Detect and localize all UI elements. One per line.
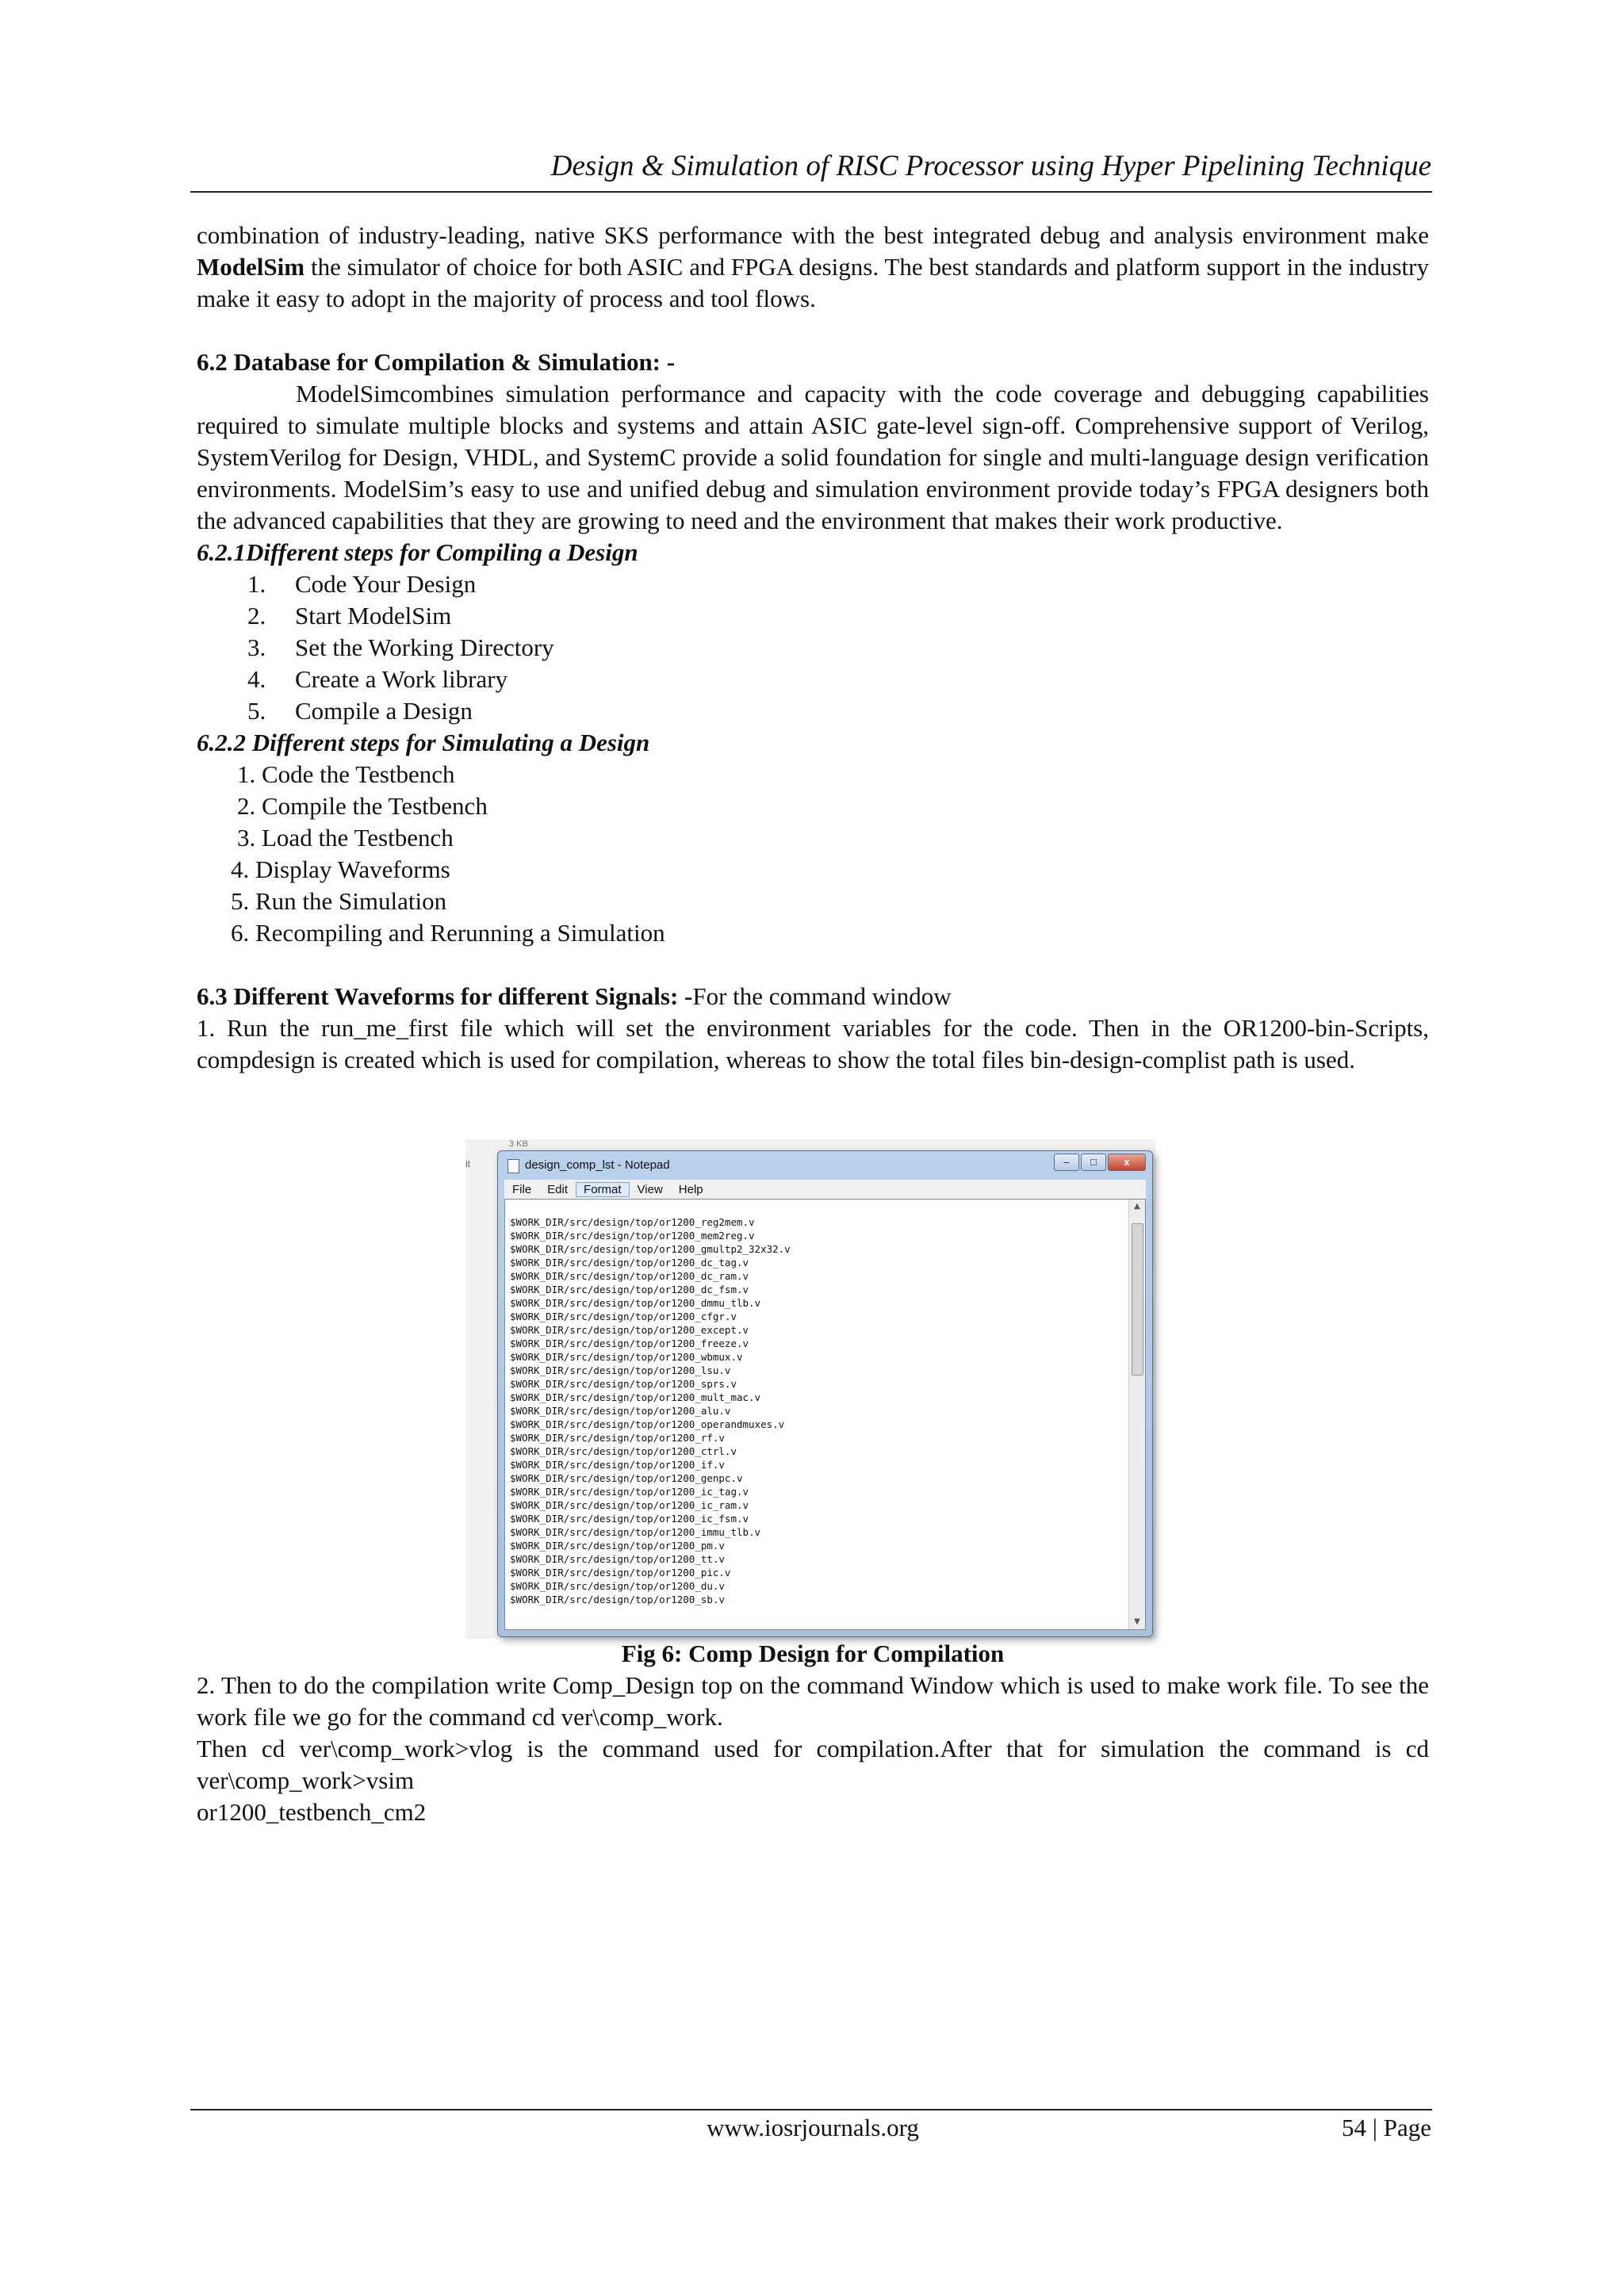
section-6-3-heading-line	[197, 981, 1429, 1012]
intro-bold-modelsim: ModelSim	[197, 253, 305, 281]
section-6-3-heading: 6.3 Different Waveforms for different Signals: -	[197, 982, 693, 1010]
figure-caption: Fig 6: Comp Design for Compilation	[621, 1640, 1005, 1667]
compile-step: 4. Create a Work library	[247, 665, 508, 693]
compile-step: 5. Compile a Design	[247, 697, 473, 725]
file-list-line: $WORK_DIR/src/design/top/or1200_pic.v	[510, 1567, 731, 1578]
intro-paragraph	[197, 220, 1429, 315]
file-list-line: $WORK_DIR/src/design/top/or1200_sprs.v	[510, 1378, 737, 1390]
file-list-line: $WORK_DIR/src/design/top/or1200_sb.v	[510, 1594, 725, 1605]
file-list-line: $WORK_DIR/src/design/top/or1200_dmmu_tlb.v	[510, 1297, 761, 1309]
file-list-line: $WORK_DIR/src/design/top/or1200_ctrl.v	[510, 1445, 737, 1457]
menu-file[interactable]: File	[512, 1182, 532, 1196]
compile-step: 2. Start ModelSim	[247, 602, 452, 629]
page-number: 54 | Page	[1342, 2114, 1431, 2141]
window-title: design_comp_lst - Notepad	[525, 1158, 670, 1172]
file-list-line: $WORK_DIR/src/design/top/or1200_tt.v	[510, 1553, 725, 1565]
file-list-line: $WORK_DIR/src/design/top/or1200_ic_ram.v	[510, 1499, 749, 1511]
notepad-icon	[508, 1159, 519, 1173]
main-text	[197, 220, 1429, 1076]
simulate-step: 5. Run the Simulation	[231, 887, 447, 915]
scroll-thumb[interactable]	[1132, 1223, 1143, 1376]
file-list-line: $WORK_DIR/src/design/top/or1200_ic_fsm.v	[510, 1513, 749, 1525]
intro-text-2: the simulator of choice for both ASIC and FPGA designs. The best standards and platform support in the industry make it easy to adopt in the majority of process and tool flows.	[197, 253, 1429, 312]
file-list-line: $WORK_DIR/src/design/top/or1200_immu_tlb.v	[510, 1526, 761, 1538]
file-list-line: $WORK_DIR/src/design/top/or1200_wbmux.v	[510, 1351, 743, 1363]
vertical-scrollbar[interactable]	[1128, 1200, 1145, 1629]
file-list-line: $WORK_DIR/src/design/top/or1200_if.v	[510, 1459, 725, 1471]
menu-edit[interactable]: Edit	[547, 1182, 569, 1196]
file-list-line: $WORK_DIR/src/design/top/or1200_mem2reg.v	[510, 1230, 755, 1242]
section-6-3-heading-tail: For the command window	[692, 982, 952, 1010]
file-list-line: $WORK_DIR/src/design/top/or1200_operandmuxes.v	[510, 1418, 785, 1430]
file-list-line: $WORK_DIR/src/design/top/or1200_du.v	[510, 1580, 725, 1592]
section-6-2-heading: 6.2 Database for Compilation & Simulation: -	[197, 348, 676, 376]
file-list-line: $WORK_DIR/src/design/top/or1200_rf.v	[510, 1432, 725, 1444]
file-list-line: $WORK_DIR/src/design/top/or1200_dc_fsm.v	[510, 1284, 749, 1295]
compile-step: 1. Code Your Design	[247, 570, 477, 598]
file-list-line: $WORK_DIR/src/design/top/or1200_alu.v	[510, 1405, 731, 1417]
menu-view[interactable]: View	[637, 1182, 663, 1196]
running-title: Design & Simulation of RISC Processor using Hyper Pipelining Technique	[550, 150, 1431, 182]
section-6-3-paragraph: 1. Run the run_me_first file which will set the environment variables for the code. Then in the OR1200-bin-Scripts, compdesign is created which is used for compilation, whereas to show the total files bin-design-complist path is used.	[197, 1014, 1429, 1073]
scroll-up-icon[interactable]: ▲	[1134, 1202, 1140, 1211]
simulate-step: 3. Load the Testbench	[237, 824, 454, 851]
menu-format[interactable]: Format	[576, 1182, 630, 1197]
side-label: it	[465, 1158, 470, 1169]
maximize-button[interactable]: □	[1081, 1154, 1106, 1171]
section-6-2-2-heading: 6.2.2 Different steps for Simulating a Design	[197, 729, 650, 756]
post-figure-paragraph-1: 2. Then to do the compilation write Comp_Design top on the command Window which is used to make work file. To see the work file we go for the command cd ver\comp_work.	[197, 1671, 1429, 1731]
menu-bar	[504, 1180, 1146, 1199]
journal-website: www.iosrjournals.org	[707, 2114, 919, 2141]
file-list-line: $WORK_DIR/src/design/top/or1200_reg2mem.v	[510, 1216, 755, 1228]
notepad-window	[497, 1150, 1153, 1637]
minimize-button[interactable]: –	[1054, 1154, 1079, 1171]
file-list-line: $WORK_DIR/src/design/top/or1200_dc_tag.v	[510, 1257, 749, 1269]
menu-help[interactable]: Help	[678, 1182, 703, 1196]
simulate-step: 4. Display Waveforms	[231, 855, 450, 883]
file-list-line: $WORK_DIR/src/design/top/or1200_except.v	[510, 1324, 749, 1336]
simulate-step: 2. Compile the Testbench	[237, 792, 488, 820]
simulate-step: 1. Code the Testbench	[237, 760, 455, 788]
file-list-line: $WORK_DIR/src/design/top/or1200_genpc.v	[510, 1472, 743, 1484]
file-list-line: $WORK_DIR/src/design/top/or1200_lsu.v	[510, 1364, 731, 1376]
window-titlebar[interactable]	[498, 1151, 1152, 1180]
simulate-step: 6. Recompiling and Rerunning a Simulation	[231, 919, 665, 947]
post-figure-text	[197, 1670, 1429, 1828]
file-list	[510, 1215, 791, 1606]
intro-text-1: combination of industry-leading, native SKS performance with the best integrated debug and analysis environment make	[197, 221, 1429, 249]
header-rule	[190, 191, 1432, 193]
file-list-line: $WORK_DIR/src/design/top/or1200_mult_mac.v	[510, 1391, 761, 1403]
file-list-line: $WORK_DIR/src/design/top/or1200_pm.v	[510, 1540, 725, 1552]
file-list-line: $WORK_DIR/src/design/top/or1200_gmultp2_32x32.v	[510, 1243, 791, 1255]
footer-rule	[190, 2109, 1432, 2110]
file-list-line: $WORK_DIR/src/design/top/or1200_freeze.v	[510, 1337, 749, 1349]
close-button[interactable]: x	[1108, 1154, 1146, 1171]
section-6-2-paragraph: ModelSimcombines simulation performance and capacity with the code coverage and debugging capabilities required to simulate multiple blocks and systems and attain ASIC gate-level sign-off. Comprehensive support of Verilog, SystemVerilog for Design, VHDL, and SystemC provide a solid foundation for single and multi-language design verification environments. ModelSim’s easy to use and unified debug and simulation environment provide today’s FPGA designers both the advanced capabilities that they are growing to need and the environment that makes their work productive.	[197, 380, 1429, 534]
window-controls	[1052, 1154, 1146, 1171]
section-6-2-1-heading: 6.2.1Different steps for Compiling a Design	[197, 538, 638, 566]
file-list-line: $WORK_DIR/src/design/top/or1200_dc_ram.v	[510, 1270, 749, 1282]
file-list-line: $WORK_DIR/src/design/top/or1200_ic_tag.v	[510, 1486, 749, 1498]
figure-notepad-screenshot	[465, 1139, 1155, 1639]
file-list-line: $WORK_DIR/src/design/top/or1200_cfgr.v	[510, 1311, 737, 1322]
file-size-label: 3 KB	[509, 1139, 528, 1149]
text-editor-area[interactable]	[504, 1199, 1146, 1630]
compile-step: 3. Set the Working Directory	[247, 633, 554, 661]
compile-steps-list	[197, 568, 1429, 727]
post-figure-paragraph-3: or1200_testbench_cm2	[197, 1798, 427, 1826]
simulate-steps-list	[197, 759, 1429, 949]
post-figure-paragraph-2: Then cd ver\comp_work>vlog is the command used for compilation.After that for simulation the command is cd ver\comp_work>vsim	[197, 1735, 1429, 1794]
scroll-down-icon[interactable]: ▼	[1134, 1617, 1140, 1626]
